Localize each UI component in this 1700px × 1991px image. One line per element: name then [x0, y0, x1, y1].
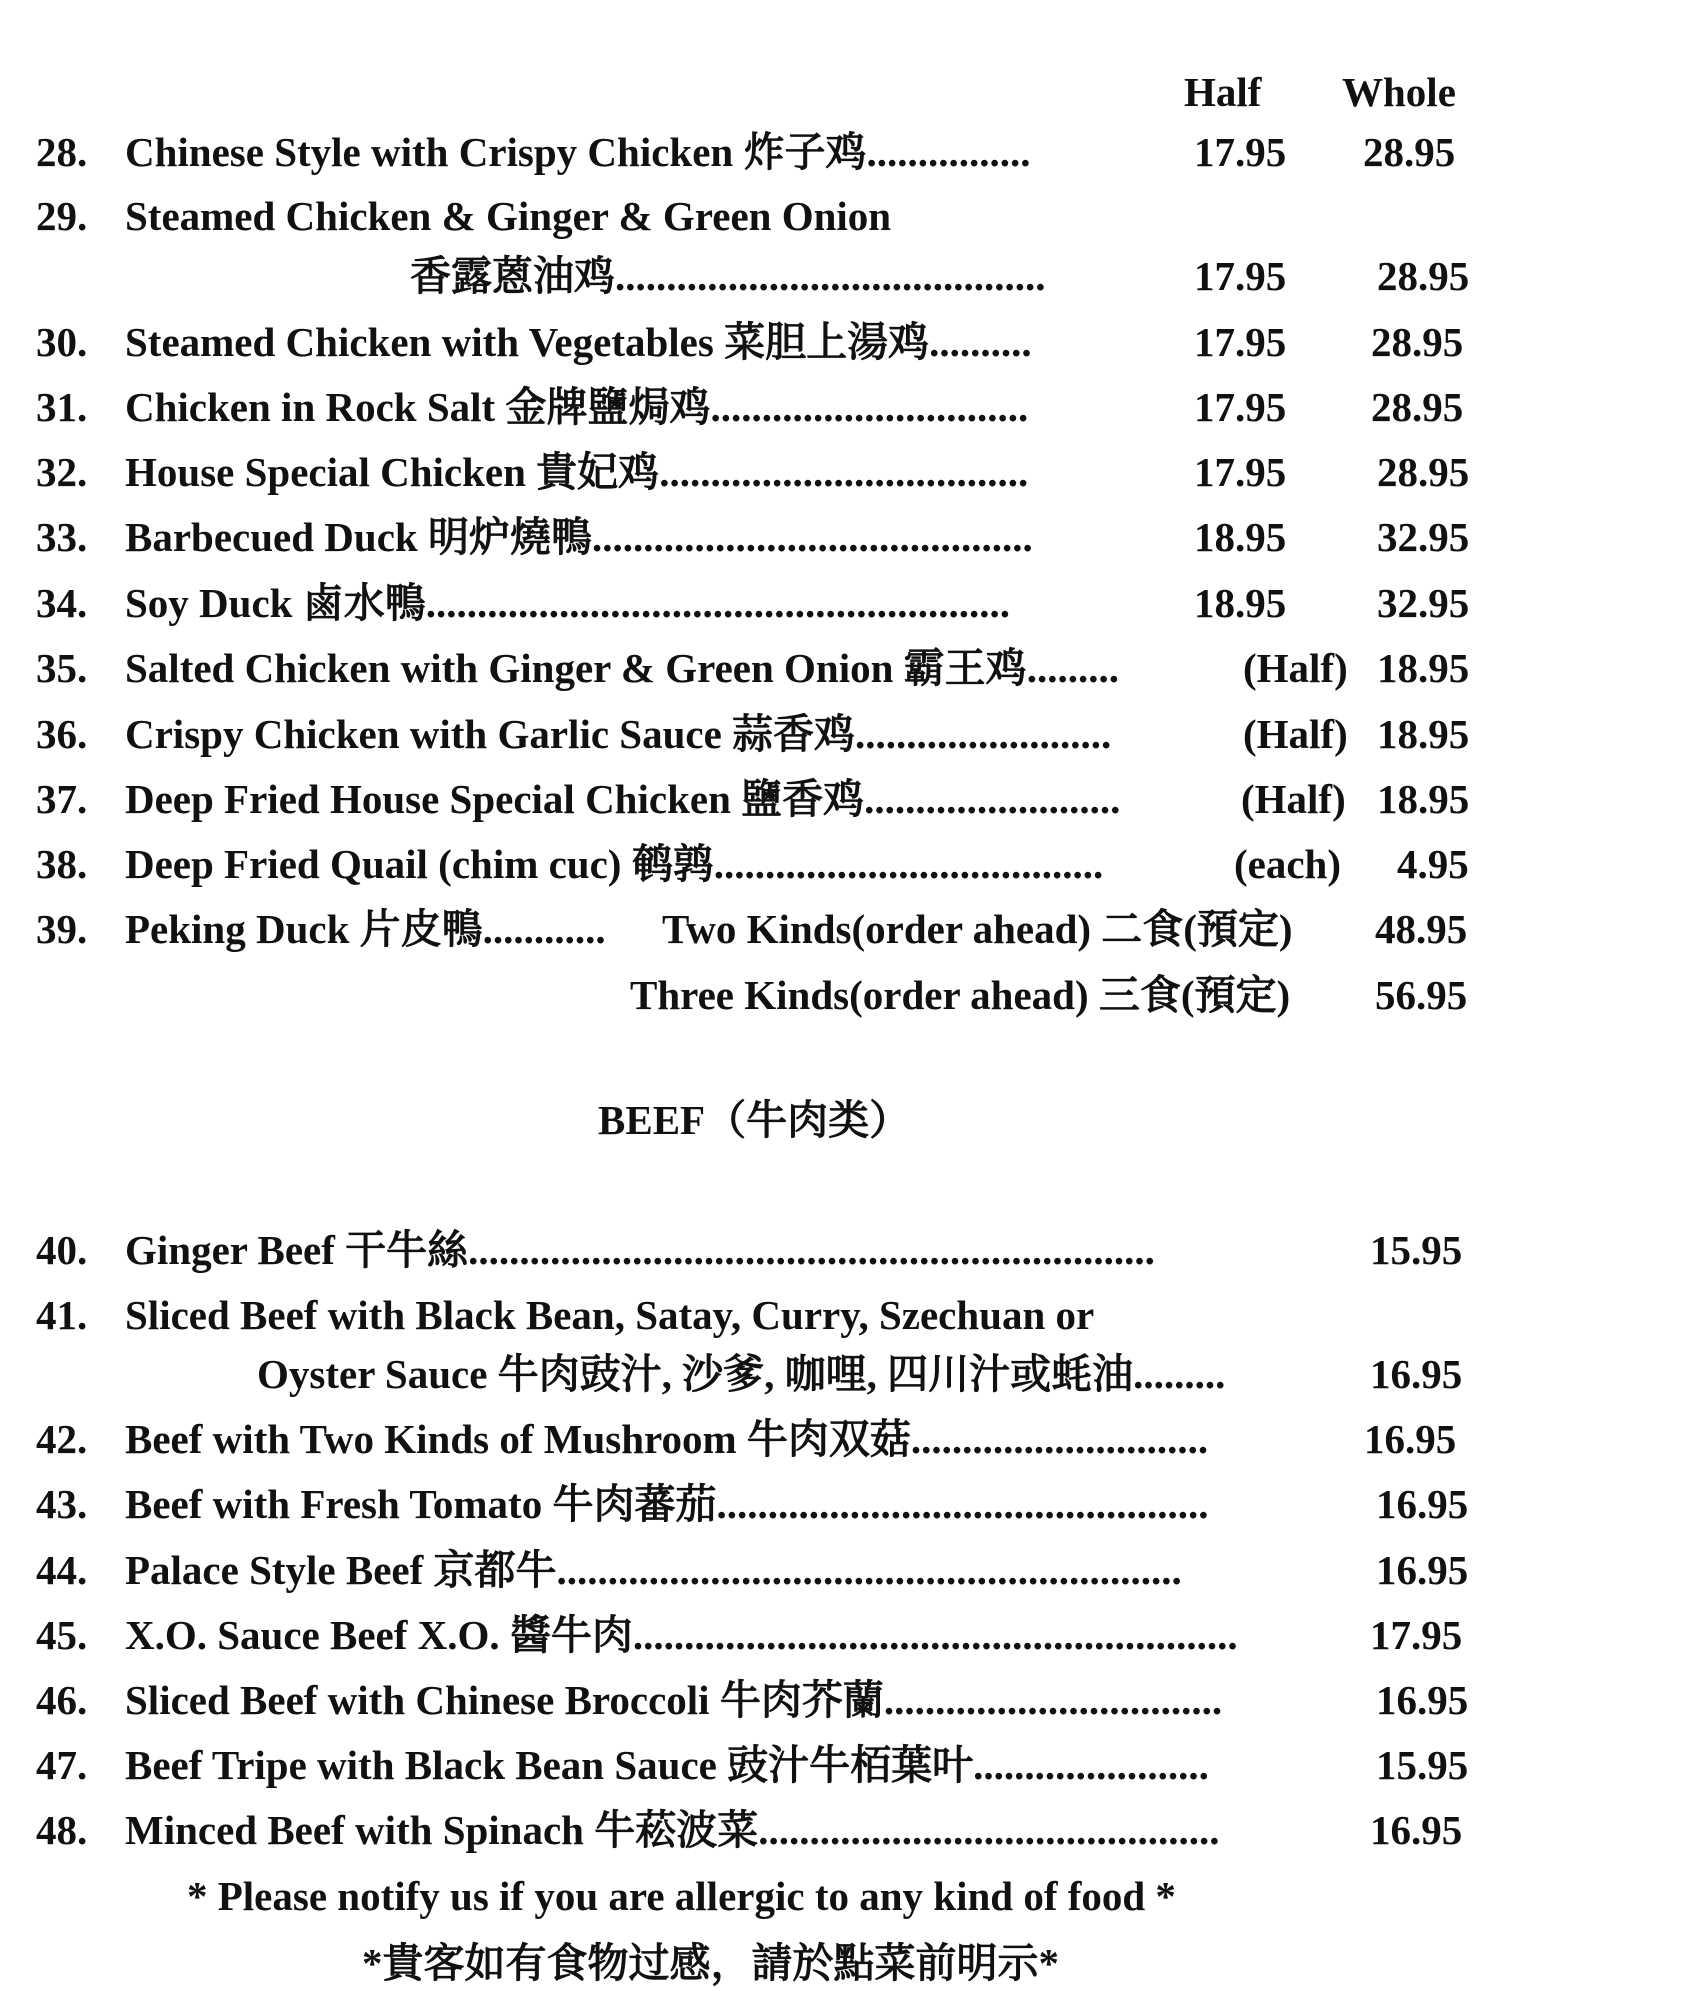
item-name: Deep Fried House Special Chicken 鹽香鸡.........................: [125, 776, 1121, 822]
price-two-kinds: 48.95: [1375, 906, 1468, 952]
item-name: Soy Duck 鹵水鴨.........................................................: [125, 580, 1010, 626]
half-price: 17.95: [1194, 253, 1287, 299]
price: 15.95: [1376, 1742, 1469, 1788]
allergy-notice-cn: *貴客如有食物过感，請於點菜前明示*: [362, 1940, 1059, 1986]
item-name: Deep Fried Quail (chim cuc) 鹌鹑......................................: [125, 841, 1104, 887]
whole-price: 32.95: [1377, 514, 1470, 560]
item-number: 32.: [36, 449, 88, 495]
item-name: Chicken in Rock Salt 金牌鹽焗鸡...............................: [125, 384, 1029, 430]
item-name: Steamed Chicken with Vegetables 菜胆上湯鸡..........: [125, 319, 1032, 365]
half-price: 17.95: [1194, 129, 1287, 175]
portion-qualifier: (Half): [1241, 776, 1346, 822]
option-three-kinds: Three Kinds(order ahead) 三食(預定): [630, 972, 1291, 1018]
whole-price: 32.95: [1377, 580, 1470, 626]
price: 16.95: [1370, 1351, 1463, 1397]
item-name: Sliced Beef with Black Bean, Satay, Curry, Szechuan or: [125, 1292, 1095, 1338]
whole-price: 28.95: [1371, 384, 1464, 430]
half-price: 17.95: [1194, 449, 1287, 495]
portion-qualifier: (each): [1234, 841, 1342, 887]
item-number: 37.: [36, 776, 88, 822]
item-number: 38.: [36, 841, 88, 887]
item-number: 44.: [36, 1547, 88, 1593]
half-price: 17.95: [1194, 319, 1287, 365]
whole-price: 28.95: [1377, 253, 1470, 299]
item-number: 39.: [36, 906, 88, 952]
half-price: 18.95: [1194, 514, 1287, 560]
item-number: 46.: [36, 1677, 88, 1723]
price: 16.95: [1370, 1807, 1463, 1853]
item-number: 36.: [36, 711, 88, 757]
whole-price: 28.95: [1371, 319, 1464, 365]
item-number: 34.: [36, 580, 88, 626]
item-name: House Special Chicken 貴妃鸡....................................: [125, 449, 1029, 495]
item-number: 43.: [36, 1481, 88, 1527]
item-name: Sliced Beef with Chinese Broccoli 牛肉芥蘭.................................: [125, 1677, 1223, 1723]
item-name: Minced Beef with Spinach 牛菘波菜.............................................: [125, 1807, 1220, 1853]
item-number: 41.: [36, 1292, 88, 1338]
price: 18.95: [1377, 645, 1470, 691]
item-name: X.O. Sauce Beef X.O. 醬牛肉...........................................................: [125, 1612, 1238, 1658]
item-name: Beef Tripe with Black Bean Sauce 豉汁牛栢葉叶.......................: [125, 1742, 1209, 1788]
item-name: Palace Style Beef 京都牛.............................................................: [125, 1547, 1182, 1593]
item-name: Peking Duck 片皮鴨............: [125, 906, 606, 952]
item-name: Ginger Beef 干牛絲...................................................................: [125, 1227, 1155, 1273]
item-number: 31.: [36, 384, 88, 430]
price: 16.95: [1376, 1677, 1469, 1723]
price: 18.95: [1377, 776, 1470, 822]
price: 16.95: [1376, 1547, 1469, 1593]
item-number: 29.: [36, 193, 88, 239]
item-number: 33.: [36, 514, 88, 560]
item-name: Barbecued Duck 明炉燒鴨...........................................: [125, 514, 1033, 560]
item-name: Crispy Chicken with Garlic Sauce 蒜香鸡.........................: [125, 711, 1112, 757]
whole-column-header: Whole: [1342, 69, 1456, 115]
item-name: Beef with Fresh Tomato 牛肉蕃茄................................................: [125, 1481, 1209, 1527]
item-number: 35.: [36, 645, 88, 691]
item-number: 48.: [36, 1807, 88, 1853]
item-name: Salted Chicken with Ginger & Green Onion 霸王鸡.........: [125, 645, 1119, 691]
section-title-beef: BEEF（牛肉类）: [598, 1097, 911, 1143]
price: 4.95: [1397, 841, 1469, 887]
half-column-header: Half: [1184, 69, 1262, 115]
half-price: 17.95: [1194, 384, 1287, 430]
item-number: 42.: [36, 1416, 88, 1462]
item-name-line2: Oyster Sauce 牛肉豉汁, 沙爹, 咖哩, 四川汁或蚝油.........: [257, 1351, 1226, 1397]
portion-qualifier: (Half): [1243, 711, 1348, 757]
price: 15.95: [1370, 1227, 1463, 1273]
price: 16.95: [1364, 1416, 1457, 1462]
option-two-kinds: Two Kinds(order ahead) 二食(預定): [662, 906, 1293, 952]
portion-qualifier: (Half): [1243, 645, 1348, 691]
allergy-notice-en: * Please notify us if you are allergic to any kind of food *: [187, 1873, 1176, 1919]
half-price: 18.95: [1194, 580, 1287, 626]
item-number: 28.: [36, 129, 88, 175]
item-name-line2: 香露蒽油鸡..........................................: [410, 253, 1046, 299]
whole-price: 28.95: [1363, 129, 1456, 175]
whole-price: 28.95: [1377, 449, 1470, 495]
item-number: 47.: [36, 1742, 88, 1788]
item-name: Beef with Two Kinds of Mushroom 牛肉双菇.............................: [125, 1416, 1209, 1462]
item-number: 45.: [36, 1612, 88, 1658]
price: 17.95: [1370, 1612, 1463, 1658]
price: 16.95: [1376, 1481, 1469, 1527]
item-name: Chinese Style with Crispy Chicken 炸子鸡................: [125, 129, 1031, 175]
price: 18.95: [1377, 711, 1470, 757]
item-name: Steamed Chicken & Ginger & Green Onion: [125, 193, 892, 239]
item-number: 30.: [36, 319, 88, 365]
item-number: 40.: [36, 1227, 88, 1273]
price-three-kinds: 56.95: [1375, 972, 1468, 1018]
